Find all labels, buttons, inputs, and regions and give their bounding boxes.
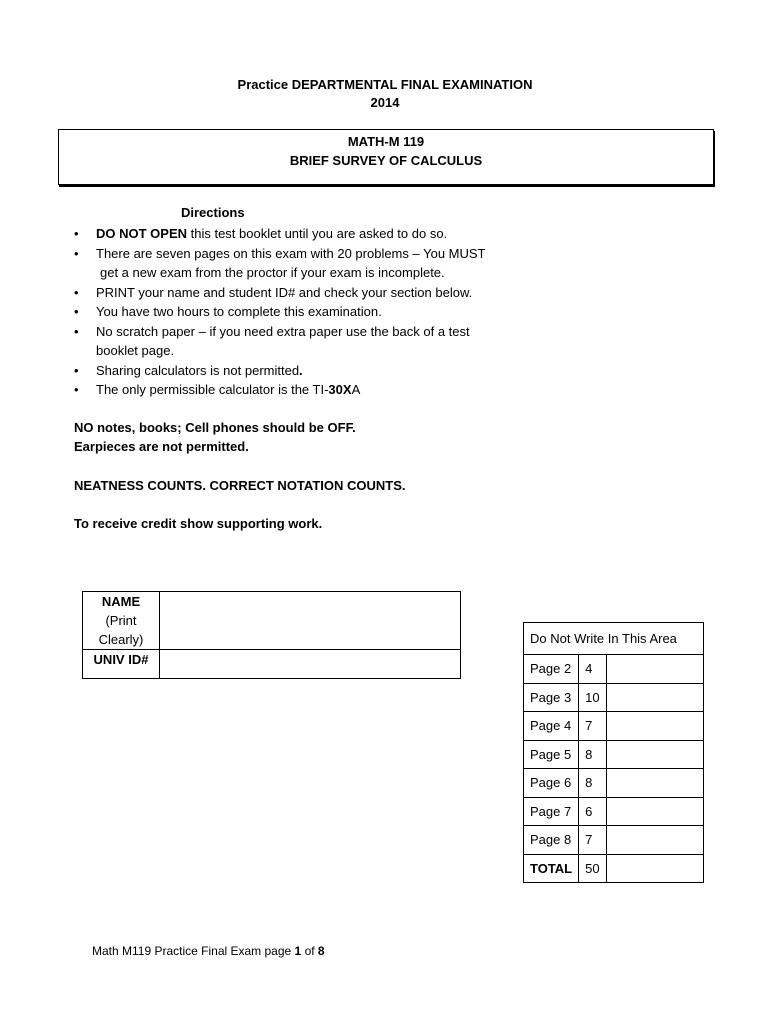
directions-heading: Directions — [181, 205, 245, 220]
name-label: NAME — [101, 594, 141, 609]
notice-earpieces: Earpieces are not permitted. — [74, 439, 249, 454]
id-row — [83, 650, 461, 679]
exam-title-line: Practice DEPARTMENTAL FINAL EXAMINATION — [237, 77, 533, 92]
page-label: Page 6 — [524, 769, 579, 798]
page-points: 6 — [579, 797, 606, 826]
page-label: Page 3 — [524, 683, 579, 712]
page-points: 4 — [579, 655, 606, 684]
page-label: Page 2 — [524, 655, 579, 684]
score-cell — [606, 826, 703, 855]
id-label: UNIV ID# — [83, 650, 160, 679]
emphasis-text: DO NOT OPEN — [96, 226, 188, 241]
item-text: You have two hours to complete this examination. — [96, 304, 382, 319]
score-cell — [606, 655, 703, 684]
name-hint: (Print — [105, 613, 137, 628]
list-item — [74, 283, 534, 303]
footer-page-number: 1 — [294, 944, 302, 958]
name-row — [83, 592, 461, 650]
directions-list — [74, 224, 534, 400]
item-period: . — [299, 362, 303, 378]
page-points: 7 — [579, 826, 606, 855]
bullet-icon: • — [74, 245, 79, 261]
bullet-icon: • — [74, 323, 79, 339]
item-text: this test booklet until you are asked to do so. — [187, 226, 448, 241]
list-item — [74, 380, 534, 400]
item-text: No scratch paper – if you need extra paper use the back of a test — [96, 323, 470, 339]
item-text: The only permissible calculator is the TI- — [96, 382, 329, 397]
score-cell — [606, 769, 703, 798]
bullet-icon: • — [74, 362, 79, 378]
score-cell — [606, 683, 703, 712]
score-cell — [606, 797, 703, 826]
notice-notes-phones: NO notes, books; Cell phones should be OFF. — [74, 420, 356, 435]
score-header: Do Not Write In This Area — [524, 623, 704, 655]
bullet-icon: • — [74, 382, 79, 397]
bullet-icon: • — [74, 304, 79, 319]
list-item — [74, 244, 534, 283]
bullet-icon: • — [74, 284, 79, 300]
list-item — [74, 361, 534, 381]
item-text: PRINT your name and student ID# and check your section below. — [96, 284, 473, 300]
calculator-model: 30X — [328, 382, 352, 397]
total-row — [524, 854, 704, 883]
list-item — [74, 302, 534, 322]
footer-of: of — [301, 944, 318, 958]
list-item — [74, 224, 534, 244]
page-points: 8 — [579, 740, 606, 769]
page-label: Page 5 — [524, 740, 579, 769]
table-row — [524, 712, 704, 741]
footer-text: Math M119 Practice Final Exam page — [92, 944, 295, 958]
score-cell — [606, 740, 703, 769]
page-label: Page 7 — [524, 797, 579, 826]
exam-year: 2014 — [370, 95, 400, 110]
page-points: 7 — [579, 712, 606, 741]
notice-show-work: To receive credit show supporting work. — [74, 516, 323, 531]
table-row — [524, 740, 704, 769]
id-field[interactable] — [160, 650, 461, 679]
bullet-icon: • — [74, 226, 79, 241]
footer-page-total: 8 — [317, 944, 325, 958]
table-row — [524, 655, 704, 684]
score-cell — [606, 854, 703, 883]
page-points: 10 — [579, 683, 606, 712]
course-box — [58, 129, 714, 185]
table-row — [524, 826, 704, 855]
score-cell — [606, 712, 703, 741]
score-header-row — [524, 623, 704, 655]
list-item — [74, 322, 534, 361]
table-row — [524, 797, 704, 826]
item-text-continued: get a new exam from the proctor if your exam is incomplete. — [100, 265, 445, 280]
course-code: MATH-M 119 — [347, 134, 425, 149]
table-row — [524, 769, 704, 798]
item-text-suffix: A — [351, 382, 361, 397]
score-table — [523, 622, 704, 883]
total-points: 50 — [579, 854, 606, 883]
course-name: BRIEF SURVEY OF CALCULUS — [289, 153, 483, 168]
name-field[interactable] — [160, 592, 461, 650]
name-label-cell — [83, 592, 160, 650]
notice-neatness: NEATNESS COUNTS. CORRECT NOTATION COUNTS. — [74, 478, 406, 493]
item-text: There are seven pages on this exam with 20 problems – You MUST — [96, 245, 486, 261]
page-label: Page 4 — [524, 712, 579, 741]
item-text: Sharing calculators is not permitted — [96, 362, 300, 378]
total-label: TOTAL — [524, 854, 579, 883]
page-points: 8 — [579, 769, 606, 798]
table-row — [524, 683, 704, 712]
exam-title — [0, 76, 770, 112]
item-text-continued: booklet page. — [96, 343, 175, 358]
page-footer — [92, 944, 325, 958]
name-hint-2: Clearly) — [98, 632, 144, 647]
student-info-table — [82, 591, 461, 679]
page-label: Page 8 — [524, 826, 579, 855]
